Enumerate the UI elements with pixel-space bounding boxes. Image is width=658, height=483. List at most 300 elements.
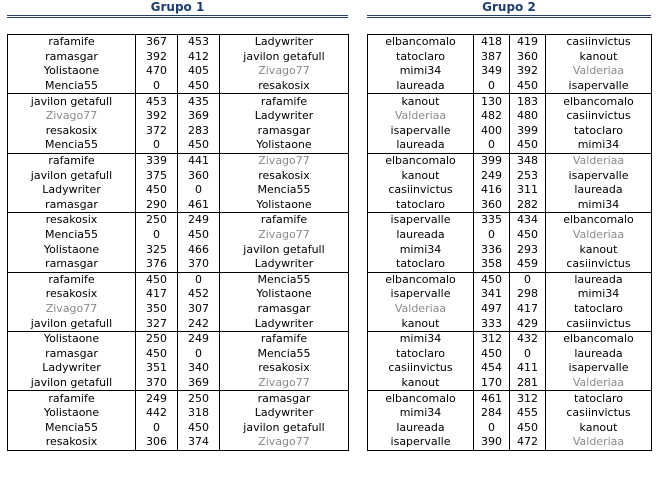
home-player: rafamife [8,272,136,287]
home-score: 392 [136,109,178,124]
round-3 [8,153,349,212]
match-row [8,435,349,450]
home-score: 284 [474,406,510,421]
home-player: mimi34 [368,331,474,346]
away-player: Ladywriter [254,257,314,271]
round-1 [368,35,652,94]
home-player: Valderiaa [394,301,447,315]
home-score: 250 [136,331,178,346]
away-player: tatoclaro [574,123,623,137]
group-2-title: Grupo 2 [482,0,536,14]
away-player: elbancomalo [546,94,652,109]
match-row [8,138,349,153]
home-player: laureada [396,138,445,152]
away-score: 434 [510,213,546,228]
away-score: 435 [178,94,220,109]
match-row [8,376,349,391]
group-2-results-table [367,34,652,451]
match-row [368,124,652,139]
match-row [368,272,652,287]
away-score: 452 [178,287,220,302]
match-row [368,406,652,421]
home-player: resakosix [45,123,98,137]
match-row [368,168,652,183]
away-score: 312 [510,391,546,406]
match-row [8,272,349,287]
home-player: Yolistaone [43,64,100,78]
match-row [8,79,349,94]
home-score: 442 [136,406,178,421]
match-row [8,406,349,421]
home-player: Yolistaone [43,242,100,256]
match-row [368,64,652,79]
away-score: 0 [178,183,220,198]
match-row [368,242,652,257]
away-player: kanout [579,49,618,63]
home-score: 333 [474,316,510,331]
away-score: 419 [510,35,546,50]
home-score: 376 [136,257,178,272]
home-score: 290 [136,198,178,213]
match-row [8,109,349,124]
match-row [8,183,349,198]
home-score: 360 [474,198,510,213]
match-row [368,376,652,391]
home-player: Ladywriter [42,361,101,375]
home-score: 0 [136,138,178,153]
home-player: laureada [396,79,445,93]
home-player: rafamife [8,35,136,50]
round-5 [368,272,652,331]
home-player: elbancomalo [368,272,474,287]
away-score: 412 [178,50,220,65]
home-player: kanout [401,168,440,182]
away-player: rafamife [220,331,349,346]
match-row [368,153,652,168]
home-score: 335 [474,213,510,228]
match-row [8,213,349,228]
match-row [368,198,652,213]
home-player: mimi34 [399,242,442,256]
home-score: 341 [474,287,510,302]
home-player: Ladywriter [42,183,101,197]
away-player: ramasgar [257,123,311,137]
away-player: casiinvictus [566,109,631,123]
away-score: 249 [178,213,220,228]
away-player: Mencia55 [220,272,349,287]
away-player: mimi34 [577,197,620,211]
away-score: 455 [510,406,546,421]
home-score: 418 [474,35,510,50]
match-row [368,302,652,317]
home-player: Mencia55 [44,228,99,242]
away-score: 293 [510,242,546,257]
home-score: 370 [136,376,178,391]
home-player: elbancomalo [368,391,474,406]
away-score: 360 [510,50,546,65]
round-4 [8,213,349,272]
away-player: Zivago77 [258,64,310,78]
group-2-title-rule [367,15,651,18]
home-player: Zivago77 [45,301,98,315]
home-player: casiinvictus [388,361,453,375]
round-6 [8,331,349,390]
home-player: rafamife [8,153,136,168]
match-row [8,50,349,65]
away-player: rafamife [220,213,349,228]
round-4 [368,213,652,272]
away-score: 0 [178,272,220,287]
home-player: javilon getafull [8,94,136,109]
match-row [368,346,652,361]
home-score: 249 [136,391,178,406]
round-6 [368,331,652,390]
away-score: 369 [178,109,220,124]
home-player: kanout [368,94,474,109]
home-score: 351 [136,361,178,376]
away-score: 369 [178,376,220,391]
away-player: Ladywriter [254,406,314,420]
home-player: javilon getafull [30,168,113,182]
home-player: casiinvictus [388,183,453,197]
round-2 [8,94,349,153]
home-score: 0 [474,228,510,243]
away-player: Ladywriter [254,109,314,123]
away-player: casiinvictus [566,316,631,330]
home-player: ramasgar [45,257,98,271]
home-score: 417 [136,287,178,302]
home-score: 0 [136,79,178,94]
away-score: 307 [178,302,220,317]
home-score: 339 [136,153,178,168]
away-score: 360 [178,168,220,183]
away-score: 453 [178,35,220,50]
home-player: resakosix [8,213,136,228]
away-player: casiinvictus [566,257,631,271]
away-score: 374 [178,435,220,450]
away-score: 450 [510,138,546,153]
match-row [368,391,652,406]
away-score: 282 [510,198,546,213]
away-player: Ladywriter [254,316,314,330]
away-score: 249 [178,331,220,346]
home-player: mimi34 [399,64,442,78]
match-row [8,168,349,183]
home-score: 454 [474,361,510,376]
round-2 [368,94,652,153]
away-score: 183 [510,94,546,109]
home-player: tatoclaro [396,257,445,271]
home-score: 375 [136,168,178,183]
away-player: elbancomalo [546,213,652,228]
away-score: 441 [178,153,220,168]
home-score: 399 [474,153,510,168]
away-player: tatoclaro [574,301,623,315]
away-score: 429 [510,316,546,331]
match-row [8,242,349,257]
home-player: laureada [396,228,445,242]
home-score: 450 [136,346,178,361]
home-score: 358 [474,257,510,272]
away-score: 311 [510,183,546,198]
match-row [8,124,349,139]
home-score: 306 [136,435,178,450]
away-score: 466 [178,242,220,257]
match-row [8,302,349,317]
away-score: 242 [178,316,220,331]
away-player: javilon getafull [243,49,325,63]
home-score: 312 [474,331,510,346]
match-row [8,420,349,435]
match-row [368,50,652,65]
home-player: kanout [401,316,440,330]
round-5 [8,272,349,331]
away-player: Valderiaa [572,375,625,389]
away-score: 399 [510,124,546,139]
group-1-title: Grupo 1 [150,0,205,14]
home-player: javilon getafull [30,316,113,330]
home-score: 249 [474,168,510,183]
away-score: 472 [510,435,546,450]
away-score: 480 [510,109,546,124]
away-player: isapervalle [568,79,629,93]
home-score: 482 [474,109,510,124]
match-row [368,435,652,450]
match-row [8,153,349,168]
away-player: Valderiaa [572,64,625,78]
away-score: 450 [178,79,220,94]
away-score: 0 [510,272,546,287]
away-player: Valderiaa [572,228,625,242]
match-row [368,35,652,50]
match-row [368,109,652,124]
match-row [8,64,349,79]
home-player: mimi34 [399,406,442,420]
match-row [8,316,349,331]
match-row [368,213,652,228]
away-score: 392 [510,64,546,79]
away-score: 370 [178,257,220,272]
away-player: laureada [546,272,652,287]
away-player: Yolistaone [256,138,312,152]
home-score: 0 [474,79,510,94]
home-player: elbancomalo [368,153,474,168]
away-score: 450 [178,138,220,153]
away-player: elbancomalo [546,331,652,346]
home-score: 0 [136,228,178,243]
match-row [368,183,652,198]
match-row [8,257,349,272]
away-player: tatoclaro [546,391,652,406]
match-row [8,198,349,213]
away-player: Zivago77 [258,435,310,449]
match-row [368,79,652,94]
home-score: 450 [136,183,178,198]
home-score: 372 [136,124,178,139]
away-score: 450 [178,228,220,243]
away-player: Valderiaa [572,435,625,449]
away-score: 281 [510,376,546,391]
home-score: 392 [136,50,178,65]
away-player: kanout [579,242,618,256]
away-player: javilon getafull [243,420,325,434]
away-score: 411 [510,361,546,376]
away-player: casiinvictus [566,406,631,420]
match-row [8,94,349,109]
away-player: kanout [579,420,618,434]
match-row [368,138,652,153]
home-player: Mencia55 [44,138,99,152]
away-player: ramasgar [257,301,311,315]
away-score: 405 [178,64,220,79]
match-row [8,35,349,50]
home-player: isapervalle [390,287,451,301]
away-player: isapervalle [568,361,629,375]
away-player: rafamife [220,94,349,109]
away-score: 461 [178,198,220,213]
home-score: 387 [474,50,510,65]
home-score: 416 [474,183,510,198]
home-player: Mencia55 [44,420,99,434]
away-score: 450 [510,79,546,94]
away-player: resakosix [258,168,310,182]
away-score: 250 [178,391,220,406]
away-player: Valderiaa [546,153,652,168]
home-score: 250 [136,213,178,228]
away-player: Zivago77 [220,153,349,168]
match-row [8,287,349,302]
away-player: Mencia55 [257,183,311,197]
round-1 [8,35,349,94]
away-score: 0 [510,346,546,361]
away-player: mimi34 [577,138,620,152]
away-score: 432 [510,331,546,346]
home-player: laureada [396,420,445,434]
home-score: 325 [136,242,178,257]
away-player: laureada [574,183,623,197]
match-row [8,331,349,346]
away-score: 283 [178,124,220,139]
away-player: Yolistaone [256,197,312,211]
match-row [8,228,349,243]
home-score: 461 [474,391,510,406]
match-row [368,316,652,331]
home-score: 400 [474,124,510,139]
away-score: 340 [178,361,220,376]
match-row [368,287,652,302]
home-score: 349 [474,64,510,79]
round-7 [8,391,349,450]
match-row [368,94,652,109]
group-1-title-rule [7,15,348,18]
home-player: rafamife [8,391,136,406]
match-row [368,361,652,376]
home-score: 367 [136,35,178,50]
home-player: Mencia55 [44,79,99,93]
home-player: resakosix [45,435,98,449]
away-score: 450 [178,420,220,435]
home-player: resakosix [45,287,98,301]
home-score: 450 [474,346,510,361]
home-player: ramasgar [45,49,98,63]
away-player: Mencia55 [257,346,311,360]
away-player: isapervalle [568,168,629,182]
home-score: 170 [474,376,510,391]
home-score: 470 [136,64,178,79]
away-score: 459 [510,257,546,272]
home-player: isapervalle [368,213,474,228]
away-score: 298 [510,287,546,302]
match-row [368,257,652,272]
home-player: tatoclaro [396,346,445,360]
match-row [8,361,349,376]
away-player: resakosix [258,79,310,93]
away-player: resakosix [258,361,310,375]
round-3 [368,153,652,212]
away-player: Zivago77 [258,228,310,242]
match-row [8,391,349,406]
away-score: 0 [178,346,220,361]
away-player: ramasgar [220,391,349,406]
home-player: isapervalle [390,435,451,449]
home-player: Valderiaa [394,109,447,123]
home-player: isapervalle [390,123,451,137]
away-player: javilon getafull [243,242,325,256]
home-score: 390 [474,435,510,450]
home-player: kanout [401,375,440,389]
home-player: Zivago77 [45,109,98,123]
away-player: mimi34 [577,287,620,301]
home-score: 336 [474,242,510,257]
away-score: 318 [178,406,220,421]
round-7 [368,391,652,450]
away-player: laureada [574,346,623,360]
home-score: 0 [474,138,510,153]
home-score: 327 [136,316,178,331]
match-row [8,346,349,361]
away-score: 348 [510,153,546,168]
home-score: 450 [474,272,510,287]
away-score: 417 [510,302,546,317]
home-score: 350 [136,302,178,317]
home-player: tatoclaro [396,197,445,211]
home-player: javilon getafull [30,375,113,389]
away-player: Zivago77 [258,375,310,389]
home-player: Yolistaone [8,331,136,346]
home-score: 453 [136,94,178,109]
match-row [368,228,652,243]
group-1-results-table [7,34,349,451]
home-player: ramasgar [45,346,98,360]
home-score: 450 [136,272,178,287]
away-score: 450 [510,228,546,243]
away-player: casiinvictus [546,35,652,50]
away-player: Yolistaone [256,287,312,301]
away-score: 450 [510,420,546,435]
home-score: 497 [474,302,510,317]
away-player: Ladywriter [220,35,349,50]
home-score: 0 [474,420,510,435]
match-row [368,420,652,435]
home-player: ramasgar [45,197,98,211]
home-player: elbancomalo [368,35,474,50]
match-row [368,331,652,346]
home-player: Yolistaone [43,406,100,420]
home-player: tatoclaro [396,49,445,63]
home-score: 130 [474,94,510,109]
away-score: 253 [510,168,546,183]
home-score: 0 [136,420,178,435]
